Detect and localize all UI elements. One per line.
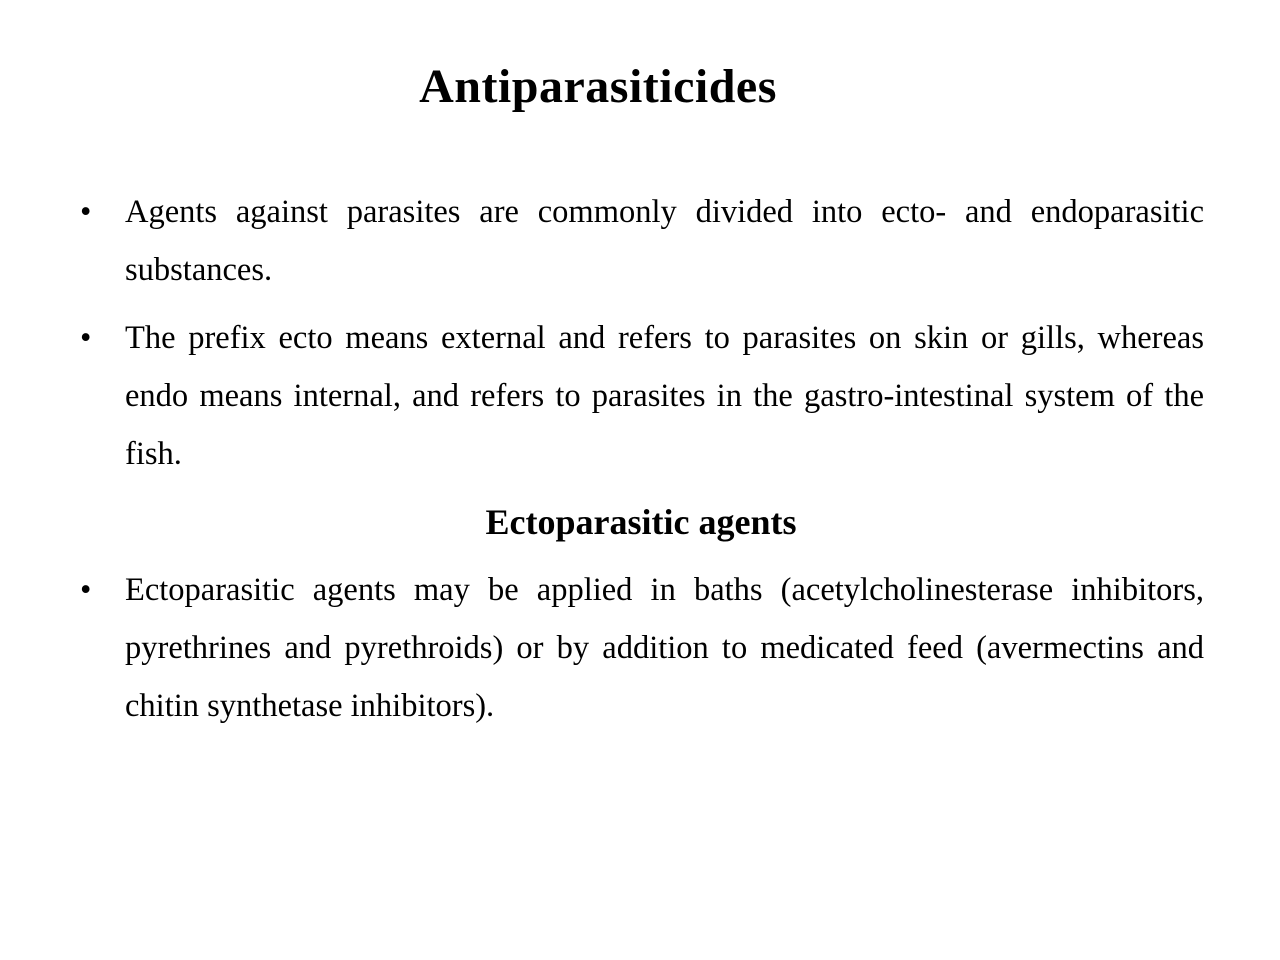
bullet-item xyxy=(78,561,1204,735)
slide-title: Antiparasiticides xyxy=(419,60,777,113)
bullet-text-ecto-1: Ectoparasitic agents may be applied in baths (acetylcholinesterase inhibitors, pyrethrines and pyrethroids) or by addition to medicated feed (avermectins and chitin synthetase inhibitors). xyxy=(125,572,1204,724)
bullet-marker: • xyxy=(80,572,92,608)
bullet-text-intro-1: Agents against parasites are commonly divided into ecto- and endoparasitic substances. xyxy=(125,194,1204,288)
slide-body xyxy=(78,183,1204,735)
bullet-text-intro-2: The prefix ecto means external and refers to parasites on skin or gills, whereas endo means internal, and refers to parasites in the gastro-intestinal system of the fish. xyxy=(125,320,1204,472)
bullet-marker: • xyxy=(80,320,92,356)
bullet-item xyxy=(78,309,1204,483)
bullet-item xyxy=(78,183,1204,299)
section-heading: Ectoparasitic agents xyxy=(485,502,797,542)
bullet-marker: • xyxy=(80,194,92,230)
